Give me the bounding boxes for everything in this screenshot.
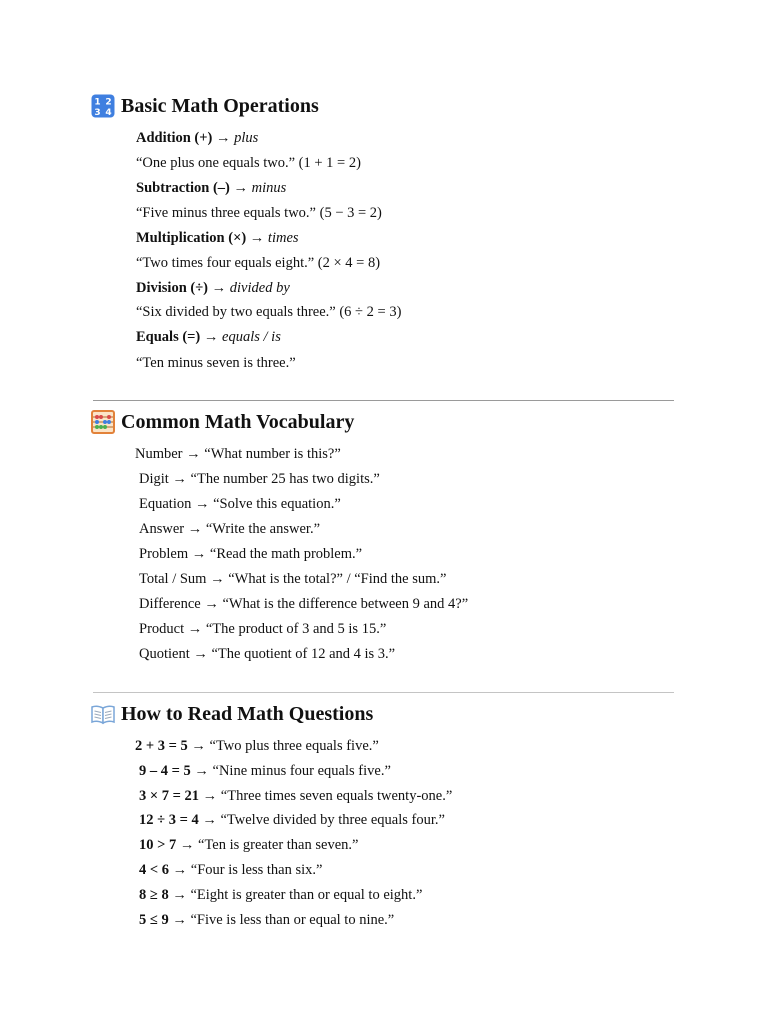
math-reading: → “Ten is greater than seven.” xyxy=(179,837,359,853)
section-title: How to Read Math Questions xyxy=(121,702,374,725)
math-expression: 10 > 7 xyxy=(139,837,177,853)
vocab-item: Answer → “Write the answer.” xyxy=(139,521,321,537)
operation-term-line xyxy=(136,128,258,148)
arrow: → xyxy=(249,230,265,246)
operation-term: Multiplication (×) xyxy=(136,230,247,246)
open-book-icon xyxy=(91,702,115,726)
operation-term: Division (÷) xyxy=(136,280,209,296)
vocab-item: Total / Sum → “What is the total?” / “Find the sum.” xyxy=(139,571,447,587)
question-line xyxy=(135,736,379,756)
vocab-item: Problem → “Read the math problem.” xyxy=(139,546,363,562)
operation-example: “One plus one equals two.” (1 + 1 = 2) xyxy=(136,155,361,171)
arrow: → xyxy=(215,130,231,146)
operation-example: “Ten minus seven is three.” xyxy=(136,355,296,371)
svg-text:2: 2 xyxy=(105,97,112,108)
operation-term-line xyxy=(136,228,299,248)
operation-term: Subtraction (–) xyxy=(136,180,230,196)
math-expression: 8 ≥ 8 xyxy=(139,887,169,903)
question-line xyxy=(139,810,445,830)
svg-text:4: 4 xyxy=(105,108,112,118)
operation-example: “Two times four equals eight.” (2 × 4 = 8) xyxy=(136,255,381,271)
math-expression: 5 ≤ 9 xyxy=(139,912,169,928)
vocab-item: Quotient → “The quotient of 12 and 4 is 3.” xyxy=(139,646,396,662)
operation-term-line xyxy=(136,278,290,298)
abacus-icon xyxy=(91,410,115,434)
math-reading: → “Twelve divided by three equals four.” xyxy=(202,812,445,828)
operation-meaning: plus xyxy=(234,130,259,146)
operation-term: Addition (+) xyxy=(136,130,213,146)
operation-term: Equals (=) xyxy=(136,329,201,345)
math-reading: → “Five is less than or equal to nine.” xyxy=(172,912,395,928)
section-heading-basic-operations xyxy=(91,92,319,120)
numbers-1234-icon xyxy=(91,94,115,118)
math-expression: 3 × 7 = 21 xyxy=(139,788,200,804)
vocab-item: Digit → “The number 25 has two digits.” xyxy=(139,471,380,487)
math-expression: 2 + 3 = 5 xyxy=(135,738,188,754)
math-expression: 12 ÷ 3 = 4 xyxy=(139,812,199,828)
operation-meaning: divided by xyxy=(229,280,290,296)
section-divider xyxy=(93,692,674,693)
svg-text:1: 1 xyxy=(94,97,101,108)
operation-term-line xyxy=(136,327,281,347)
vocab-item: Product → “The product of 3 and 5 is 15.” xyxy=(139,621,387,637)
math-reading: → “Nine minus four equals five.” xyxy=(194,763,391,779)
math-reading: → “Three times seven equals twenty-one.” xyxy=(202,788,453,804)
arrow: → xyxy=(233,180,248,196)
operation-meaning: equals / is xyxy=(222,329,281,345)
section-title: Common Math Vocabulary xyxy=(121,410,355,433)
math-expression: 9 – 4 = 5 xyxy=(139,763,191,779)
section-divider xyxy=(93,400,674,401)
math-reading: → “Four is less than six.” xyxy=(172,862,323,878)
arrow: → xyxy=(203,329,219,345)
question-line xyxy=(139,885,422,905)
math-reading: → “Eight is greater than or equal to eight.” xyxy=(172,887,423,903)
svg-text:3: 3 xyxy=(94,108,101,118)
question-line xyxy=(139,860,322,880)
operation-example: “Six divided by two equals three.” (6 ÷ 2 = 3) xyxy=(136,304,402,320)
operation-example: “Five minus three equals two.” (5 − 3 = 2) xyxy=(136,205,382,221)
vocab-item: Number → “What number is this?” xyxy=(135,446,341,462)
question-line xyxy=(139,910,394,930)
section-title: Basic Math Operations xyxy=(121,94,319,117)
math-reading: → “Two plus three equals five.” xyxy=(191,738,379,754)
question-line xyxy=(139,835,358,855)
section-heading-vocabulary xyxy=(91,408,354,436)
math-expression: 4 < 6 xyxy=(139,862,170,878)
operation-meaning: times xyxy=(267,230,299,246)
question-line xyxy=(139,786,452,806)
operation-meaning: minus xyxy=(251,180,287,196)
vocab-item: Difference → “What is the difference between 9 and 4?” xyxy=(139,596,469,612)
section-heading-reading-questions xyxy=(91,700,373,728)
arrow: → xyxy=(211,280,227,296)
vocab-item: Equation → “Solve this equation.” xyxy=(139,496,341,512)
operation-term-line xyxy=(136,178,286,198)
question-line xyxy=(139,761,391,781)
